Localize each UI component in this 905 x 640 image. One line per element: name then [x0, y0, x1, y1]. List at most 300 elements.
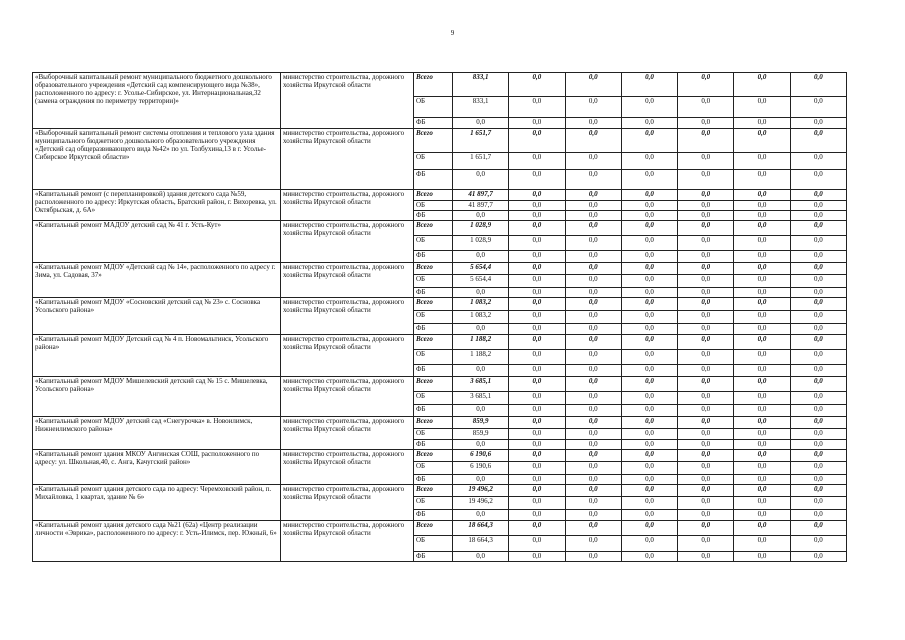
amount-cell: 0,0	[565, 417, 621, 429]
amount-cell: 0,0	[621, 485, 677, 497]
amount-cell: 0,0	[790, 350, 846, 365]
amount-cell: 833,1	[453, 97, 509, 118]
funding-source-cell: ОБ	[414, 275, 453, 288]
amount-cell: 0,0	[509, 221, 565, 236]
amount-cell: 0,0	[678, 211, 734, 221]
executor-cell: министерство строительства, дорожного хозяйства Иркутской области	[281, 485, 414, 521]
amount-cell: 0,0	[734, 450, 790, 462]
amount-cell: 0,0	[509, 405, 565, 417]
amount-cell: 0,0	[734, 211, 790, 221]
table-row	[33, 298, 847, 311]
amount-cell: 0,0	[621, 275, 677, 288]
amount-cell: 0,0	[678, 324, 734, 335]
funding-source-cell: Всего	[414, 263, 453, 275]
amount-cell: 0,0	[621, 365, 677, 377]
amount-cell: 0,0	[734, 298, 790, 311]
executor-cell: министерство строительства, дорожного хозяйства Иркутской области	[281, 521, 414, 562]
funding-source-cell: Всего	[414, 450, 453, 462]
amount-cell: 0,0	[565, 298, 621, 311]
amount-cell: 1 651,7	[453, 153, 509, 170]
amount-cell: 0,0	[509, 510, 565, 521]
funding-source-cell: ФБ	[414, 405, 453, 417]
funding-source-cell: ФБ	[414, 365, 453, 377]
table-row	[33, 263, 847, 275]
amount-cell: 0,0	[678, 392, 734, 405]
amount-cell: 0,0	[678, 263, 734, 275]
funding-source-cell: ОБ	[414, 536, 453, 552]
amount-cell: 0,0	[621, 170, 677, 190]
amount-cell: 0,0	[621, 288, 677, 298]
project-name-cell: «Капитальный ремонт МДОУ Детский сад № 4 п. Новомальтинск, Усольского района»	[33, 335, 281, 377]
amount-cell: 0,0	[678, 475, 734, 485]
project-name-cell: «Капитальный ремонт здания МКОУ Ангинская СОШ, расположенного по адресу: ул. Школьная,40, с. Анга, Качугский район»	[33, 450, 281, 485]
amount-cell: 0,0	[790, 475, 846, 485]
amount-cell: 859,9	[453, 417, 509, 429]
amount-cell: 0,0	[790, 536, 846, 552]
amount-cell: 0,0	[734, 521, 790, 536]
amount-cell: 0,0	[678, 153, 734, 170]
amount-cell: 0,0	[790, 275, 846, 288]
amount-cell: 0,0	[678, 450, 734, 462]
funding-source-cell: ФБ	[414, 440, 453, 450]
amount-cell: 0,0	[565, 251, 621, 263]
amount-cell: 0,0	[565, 221, 621, 236]
amount-cell: 0,0	[678, 288, 734, 298]
amount-cell: 0,0	[565, 236, 621, 251]
amount-cell: 0,0	[565, 475, 621, 485]
amount-cell: 6 190,6	[453, 450, 509, 462]
amount-cell: 0,0	[734, 251, 790, 263]
amount-cell: 0,0	[565, 97, 621, 118]
executor-cell: министерство строительства, дорожного хозяйства Иркутской области	[281, 450, 414, 485]
project-name-cell: «Выборочный капитальный ремонт муниципального бюджетного дошкольного образовательного учреждения «Детский сад компенсирующего вида №38», расположенного по адресу: г. Усолье-Сибирское, ул. Интернациональная,32 (замена ограждения по периметру территории)»	[33, 73, 281, 129]
amount-cell: 1 188,2	[453, 335, 509, 350]
amount-cell: 0,0	[790, 324, 846, 335]
project-name-cell: «Капитальный ремонт МАДОУ детский сад № 41 г. Усть-Кут»	[33, 221, 281, 263]
amount-cell: 0,0	[621, 298, 677, 311]
amount-cell: 0,0	[734, 485, 790, 497]
amount-cell: 0,0	[509, 365, 565, 377]
amount-cell: 0,0	[790, 450, 846, 462]
table-row	[33, 521, 847, 536]
amount-cell: 0,0	[790, 510, 846, 521]
amount-cell: 0,0	[621, 118, 677, 129]
amount-cell: 0,0	[565, 350, 621, 365]
funding-source-cell: ОБ	[414, 392, 453, 405]
amount-cell: 0,0	[790, 335, 846, 350]
amount-cell: 0,0	[565, 365, 621, 377]
table-row	[33, 73, 847, 97]
funding-source-cell: ОБ	[414, 429, 453, 440]
amount-cell: 0,0	[453, 288, 509, 298]
amount-cell: 0,0	[509, 450, 565, 462]
amount-cell: 3 685,1	[453, 392, 509, 405]
funding-source-cell: ОБ	[414, 236, 453, 251]
amount-cell: 0,0	[453, 170, 509, 190]
executor-cell: министерство строительства, дорожного хозяйства Иркутской области	[281, 377, 414, 417]
amount-cell: 0,0	[621, 405, 677, 417]
amount-cell: 0,0	[509, 485, 565, 497]
amount-cell: 19 496,2	[453, 497, 509, 510]
amount-cell: 0,0	[621, 73, 677, 97]
amount-cell: 5 654,4	[453, 275, 509, 288]
amount-cell: 0,0	[621, 311, 677, 324]
amount-cell: 18 664,3	[453, 521, 509, 536]
amount-cell: 0,0	[678, 190, 734, 201]
amount-cell: 0,0	[621, 97, 677, 118]
amount-cell: 0,0	[509, 429, 565, 440]
budget-table	[32, 72, 847, 562]
amount-cell: 0,0	[621, 211, 677, 221]
amount-cell: 0,0	[621, 536, 677, 552]
amount-cell: 0,0	[565, 521, 621, 536]
amount-cell: 1 028,9	[453, 236, 509, 251]
amount-cell: 0,0	[790, 201, 846, 211]
amount-cell: 0,0	[621, 190, 677, 201]
amount-cell: 19 496,2	[453, 485, 509, 497]
amount-cell: 859,9	[453, 429, 509, 440]
amount-cell: 0,0	[509, 251, 565, 263]
amount-cell: 0,0	[621, 236, 677, 251]
funding-source-cell: Всего	[414, 417, 453, 429]
funding-source-cell: Всего	[414, 335, 453, 350]
amount-cell: 0,0	[621, 263, 677, 275]
amount-cell: 0,0	[565, 263, 621, 275]
amount-cell: 0,0	[565, 510, 621, 521]
amount-cell: 0,0	[734, 288, 790, 298]
amount-cell: 1 083,2	[453, 311, 509, 324]
amount-cell: 0,0	[734, 510, 790, 521]
executor-cell: министерство строительства, дорожного хозяйства Иркутской области	[281, 73, 414, 129]
amount-cell: 0,0	[678, 298, 734, 311]
amount-cell: 0,0	[565, 429, 621, 440]
amount-cell: 0,0	[509, 350, 565, 365]
amount-cell: 0,0	[790, 221, 846, 236]
amount-cell: 0,0	[565, 170, 621, 190]
amount-cell: 0,0	[678, 521, 734, 536]
amount-cell: 0,0	[734, 129, 790, 153]
amount-cell: 0,0	[621, 153, 677, 170]
amount-cell: 0,0	[734, 335, 790, 350]
funding-source-cell: ФБ	[414, 324, 453, 335]
amount-cell: 0,0	[621, 350, 677, 365]
amount-cell: 0,0	[678, 462, 734, 475]
funding-source-cell: ОБ	[414, 153, 453, 170]
amount-cell: 0,0	[509, 521, 565, 536]
amount-cell: 0,0	[678, 510, 734, 521]
amount-cell: 0,0	[790, 417, 846, 429]
amount-cell: 0,0	[678, 377, 734, 392]
amount-cell: 0,0	[621, 377, 677, 392]
funding-source-cell: ОБ	[414, 350, 453, 365]
funding-source-cell: Всего	[414, 190, 453, 201]
amount-cell: 0,0	[678, 497, 734, 510]
amount-cell: 0,0	[734, 190, 790, 201]
amount-cell: 0,0	[509, 118, 565, 129]
amount-cell: 0,0	[734, 429, 790, 440]
amount-cell: 0,0	[678, 221, 734, 236]
amount-cell: 0,0	[734, 97, 790, 118]
amount-cell: 0,0	[621, 552, 677, 562]
amount-cell: 0,0	[678, 311, 734, 324]
funding-source-cell: ФБ	[414, 251, 453, 263]
amount-cell: 0,0	[509, 417, 565, 429]
amount-cell: 0,0	[790, 129, 846, 153]
amount-cell: 0,0	[621, 510, 677, 521]
amount-cell: 0,0	[621, 497, 677, 510]
funding-source-cell: ФБ	[414, 118, 453, 129]
amount-cell: 0,0	[565, 485, 621, 497]
amount-cell: 0,0	[509, 377, 565, 392]
executor-cell: министерство строительства, дорожного хозяйства Иркутской области	[281, 298, 414, 335]
funding-source-cell: ФБ	[414, 510, 453, 521]
amount-cell: 0,0	[790, 288, 846, 298]
amount-cell: 0,0	[509, 211, 565, 221]
amount-cell: 0,0	[453, 552, 509, 562]
amount-cell: 1 188,2	[453, 350, 509, 365]
amount-cell: 0,0	[509, 497, 565, 510]
amount-cell: 0,0	[453, 405, 509, 417]
amount-cell: 1 083,2	[453, 298, 509, 311]
amount-cell: 0,0	[734, 153, 790, 170]
amount-cell: 0,0	[509, 536, 565, 552]
amount-cell: 0,0	[621, 335, 677, 350]
amount-cell: 6 190,6	[453, 462, 509, 475]
funding-source-cell: ОБ	[414, 97, 453, 118]
amount-cell: 0,0	[509, 392, 565, 405]
amount-cell: 0,0	[509, 311, 565, 324]
amount-cell: 0,0	[790, 485, 846, 497]
amount-cell: 0,0	[509, 153, 565, 170]
project-name-cell: «Капитальный ремонт МДОУ Мишелевский детский сад № 15 с. Мишелевка, Усольского района»	[33, 377, 281, 417]
amount-cell: 0,0	[734, 201, 790, 211]
executor-cell: министерство строительства, дорожного хозяйства Иркутской области	[281, 335, 414, 377]
amount-cell: 0,0	[678, 170, 734, 190]
amount-cell: 0,0	[509, 335, 565, 350]
amount-cell: 0,0	[621, 521, 677, 536]
amount-cell: 0,0	[734, 392, 790, 405]
amount-cell: 0,0	[565, 201, 621, 211]
amount-cell: 0,0	[453, 510, 509, 521]
amount-cell: 0,0	[565, 211, 621, 221]
amount-cell: 0,0	[678, 350, 734, 365]
table-row	[33, 450, 847, 462]
amount-cell: 0,0	[734, 552, 790, 562]
funding-source-cell: Всего	[414, 221, 453, 236]
amount-cell: 0,0	[790, 211, 846, 221]
amount-cell: 0,0	[790, 440, 846, 450]
amount-cell: 41 897,7	[453, 201, 509, 211]
amount-cell: 0,0	[734, 462, 790, 475]
amount-cell: 0,0	[678, 73, 734, 97]
amount-cell: 0,0	[678, 97, 734, 118]
amount-cell: 0,0	[509, 324, 565, 335]
amount-cell: 0,0	[509, 129, 565, 153]
amount-cell: 0,0	[734, 497, 790, 510]
executor-cell: министерство строительства, дорожного хозяйства Иркутской области	[281, 417, 414, 450]
amount-cell: 0,0	[734, 365, 790, 377]
executor-cell: министерство строительства, дорожного хозяйства Иркутской области	[281, 190, 414, 221]
funding-source-cell: Всего	[414, 298, 453, 311]
amount-cell: 0,0	[453, 365, 509, 377]
amount-cell: 0,0	[565, 311, 621, 324]
amount-cell: 0,0	[678, 129, 734, 153]
amount-cell: 0,0	[734, 311, 790, 324]
amount-cell: 0,0	[621, 450, 677, 462]
table-row	[33, 221, 847, 236]
funding-source-cell: ОБ	[414, 497, 453, 510]
amount-cell: 0,0	[621, 417, 677, 429]
amount-cell: 0,0	[565, 190, 621, 201]
amount-cell: 0,0	[734, 263, 790, 275]
amount-cell: 0,0	[621, 129, 677, 153]
executor-cell: министерство строительства, дорожного хозяйства Иркутской области	[281, 221, 414, 263]
amount-cell: 0,0	[565, 129, 621, 153]
amount-cell: 0,0	[509, 462, 565, 475]
amount-cell: 0,0	[509, 475, 565, 485]
amount-cell: 0,0	[790, 298, 846, 311]
amount-cell: 0,0	[790, 263, 846, 275]
amount-cell: 0,0	[565, 377, 621, 392]
amount-cell: 0,0	[509, 190, 565, 201]
funding-source-cell: Всего	[414, 521, 453, 536]
project-name-cell: «Капитальный ремонт МДОУ детский сад «Снегурочка» в. Новоилимск, Нижнеилимского района»	[33, 417, 281, 450]
amount-cell: 0,0	[734, 475, 790, 485]
amount-cell: 0,0	[790, 153, 846, 170]
amount-cell: 0,0	[453, 475, 509, 485]
funding-source-cell: ОБ	[414, 462, 453, 475]
amount-cell: 0,0	[565, 118, 621, 129]
amount-cell: 0,0	[453, 324, 509, 335]
amount-cell: 0,0	[790, 497, 846, 510]
table-row	[33, 129, 847, 153]
amount-cell: 0,0	[565, 405, 621, 417]
amount-cell: 0,0	[734, 275, 790, 288]
table-row	[33, 485, 847, 497]
amount-cell: 0,0	[509, 170, 565, 190]
amount-cell: 833,1	[453, 73, 509, 97]
amount-cell: 0,0	[509, 288, 565, 298]
funding-source-cell: ОБ	[414, 311, 453, 324]
amount-cell: 0,0	[509, 236, 565, 251]
amount-cell: 0,0	[565, 153, 621, 170]
table-row	[33, 417, 847, 429]
amount-cell: 0,0	[565, 497, 621, 510]
amount-cell: 0,0	[565, 275, 621, 288]
amount-cell: 0,0	[509, 263, 565, 275]
amount-cell: 0,0	[565, 536, 621, 552]
amount-cell: 18 664,3	[453, 536, 509, 552]
funding-source-cell: ФБ	[414, 211, 453, 221]
amount-cell: 0,0	[678, 251, 734, 263]
amount-cell: 0,0	[565, 552, 621, 562]
amount-cell: 0,0	[509, 552, 565, 562]
amount-cell: 0,0	[790, 429, 846, 440]
amount-cell: 0,0	[509, 97, 565, 118]
funding-source-cell: ФБ	[414, 552, 453, 562]
funding-source-cell: ОБ	[414, 201, 453, 211]
table-row	[33, 377, 847, 392]
amount-cell: 0,0	[678, 485, 734, 497]
amount-cell: 0,0	[734, 118, 790, 129]
project-name-cell: «Капитальный ремонт МДОУ «Детский сад № 14», расположенного по адресу г. Зима, ул. Садовая, 37»	[33, 263, 281, 298]
amount-cell: 0,0	[678, 201, 734, 211]
amount-cell: 0,0	[621, 392, 677, 405]
amount-cell: 0,0	[678, 365, 734, 377]
amount-cell: 0,0	[734, 536, 790, 552]
amount-cell: 0,0	[678, 552, 734, 562]
amount-cell: 0,0	[678, 118, 734, 129]
amount-cell: 0,0	[790, 97, 846, 118]
project-name-cell: «Капитальный ремонт здания детского сада по адресу: Черемховский район, п. Михайловка, 1 квартал, здание № 6»	[33, 485, 281, 521]
amount-cell: 0,0	[790, 311, 846, 324]
amount-cell: 0,0	[453, 440, 509, 450]
amount-cell: 0,0	[790, 462, 846, 475]
amount-cell: 0,0	[509, 73, 565, 97]
amount-cell: 0,0	[678, 417, 734, 429]
amount-cell: 0,0	[565, 73, 621, 97]
amount-cell: 0,0	[734, 73, 790, 97]
funding-source-cell: Всего	[414, 73, 453, 97]
amount-cell: 0,0	[565, 324, 621, 335]
amount-cell: 0,0	[565, 392, 621, 405]
amount-cell: 0,0	[790, 190, 846, 201]
amount-cell: 0,0	[734, 221, 790, 236]
executor-cell: министерство строительства, дорожного хозяйства Иркутской области	[281, 263, 414, 298]
amount-cell: 0,0	[453, 118, 509, 129]
amount-cell: 0,0	[565, 288, 621, 298]
project-name-cell: «Капитальный ремонт (с перепланировкой) здания детского сада №59, расположенного по адресу: Иркутская область, Братский район, г. Вихоревка, ул. Октябрьская, д. 6А»	[33, 190, 281, 221]
amount-cell: 0,0	[790, 377, 846, 392]
amount-cell: 1 651,7	[453, 129, 509, 153]
amount-cell: 0,0	[790, 236, 846, 251]
funding-source-cell: Всего	[414, 129, 453, 153]
amount-cell: 0,0	[621, 429, 677, 440]
amount-cell: 0,0	[790, 365, 846, 377]
amount-cell: 0,0	[621, 475, 677, 485]
amount-cell: 0,0	[790, 118, 846, 129]
amount-cell: 5 654,4	[453, 263, 509, 275]
amount-cell: 3 685,1	[453, 377, 509, 392]
amount-cell: 0,0	[790, 552, 846, 562]
funding-source-cell: ФБ	[414, 170, 453, 190]
amount-cell: 0,0	[678, 440, 734, 450]
amount-cell: 0,0	[790, 251, 846, 263]
amount-cell: 0,0	[678, 429, 734, 440]
amount-cell: 0,0	[790, 73, 846, 97]
funding-source-cell: ФБ	[414, 288, 453, 298]
funding-source-cell: ФБ	[414, 475, 453, 485]
amount-cell: 0,0	[790, 521, 846, 536]
amount-cell: 0,0	[621, 251, 677, 263]
amount-cell: 0,0	[678, 335, 734, 350]
amount-cell: 0,0	[734, 350, 790, 365]
amount-cell: 0,0	[621, 462, 677, 475]
funding-source-cell: Всего	[414, 377, 453, 392]
amount-cell: 0,0	[621, 324, 677, 335]
amount-cell: 0,0	[678, 405, 734, 417]
amount-cell: 0,0	[790, 392, 846, 405]
project-name-cell: «Выборочный капитальный ремонт системы отопления и теплового узла здания муниципального бюджетного дошкольного образовательного учреждения «Детский сад общеразвивающего вида №42» по ул. Толбухина,13 в г. Усолье-Сибирское Иркутской области»	[33, 129, 281, 190]
amount-cell: 0,0	[565, 335, 621, 350]
amount-cell: 0,0	[509, 201, 565, 211]
amount-cell: 0,0	[734, 440, 790, 450]
amount-cell: 0,0	[509, 298, 565, 311]
amount-cell: 0,0	[565, 440, 621, 450]
amount-cell: 41 897,7	[453, 190, 509, 201]
amount-cell: 0,0	[790, 170, 846, 190]
table-row	[33, 335, 847, 350]
